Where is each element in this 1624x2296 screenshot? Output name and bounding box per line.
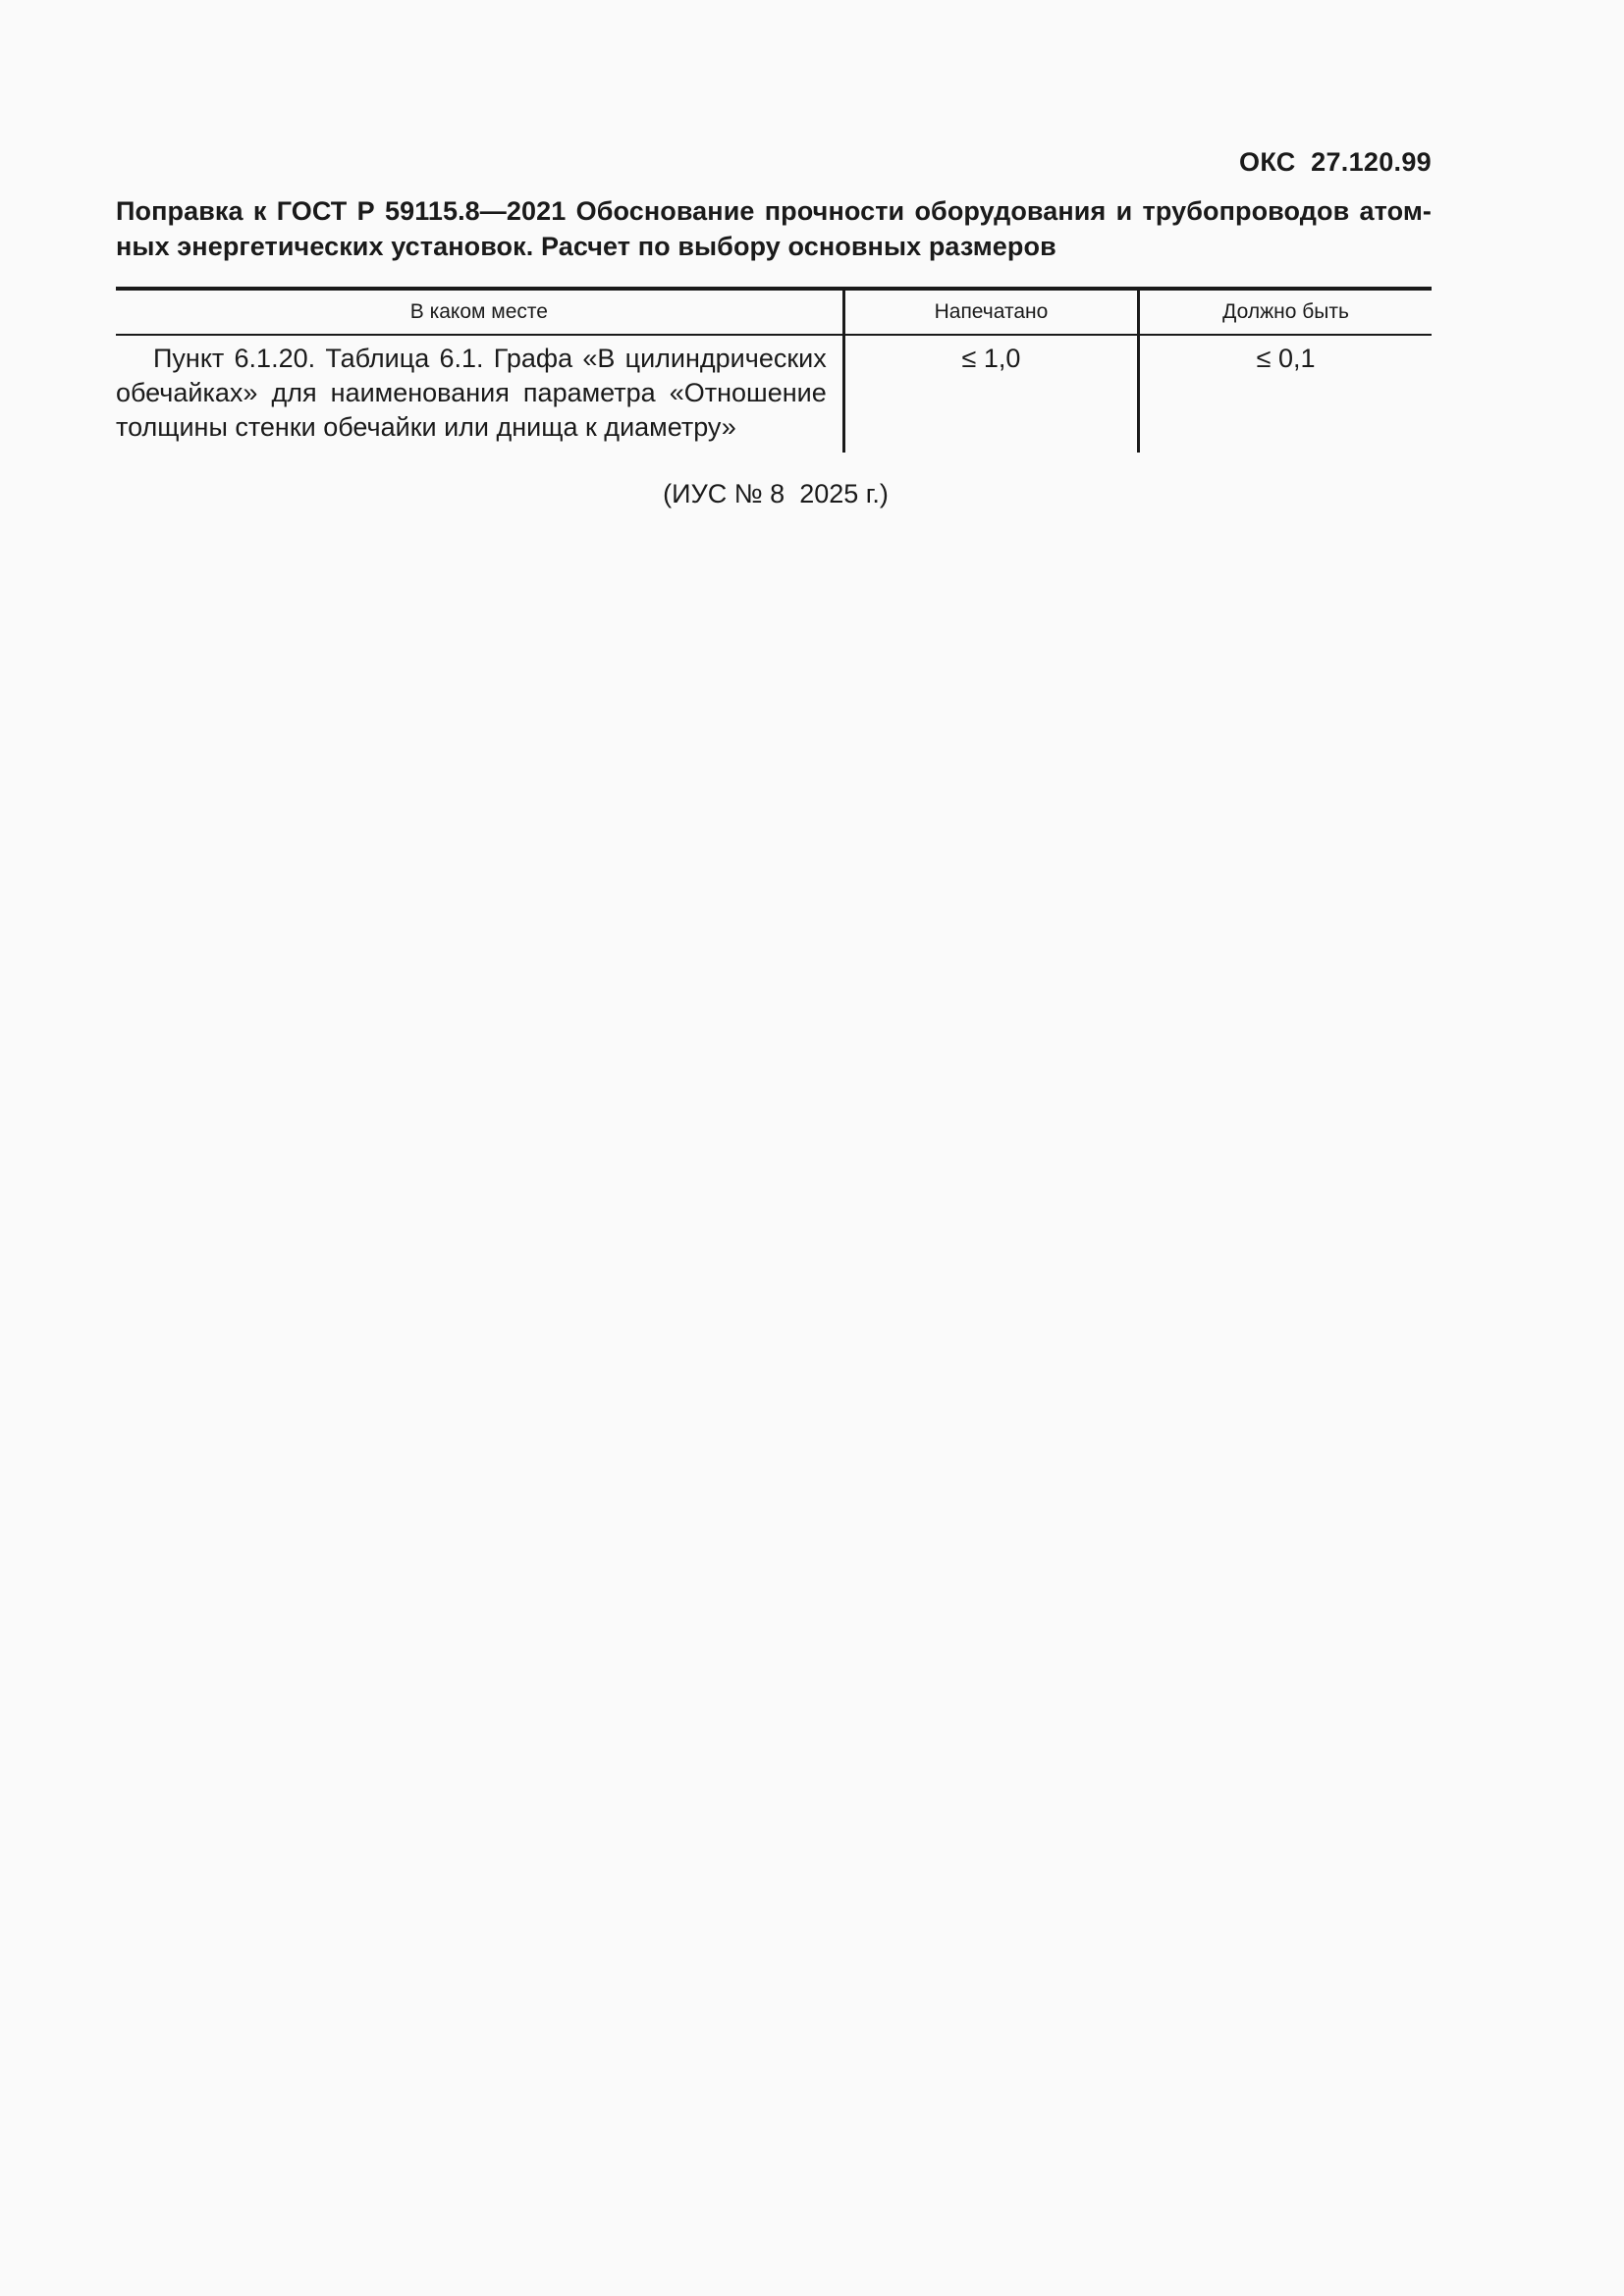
where-text-line: Пункт 6.1.20. Таблица 6.1. Графа «В цилиндрических (153, 344, 827, 373)
column-header-where: В каком месте (116, 289, 843, 335)
column-header-should-be: Должно быть (1139, 289, 1432, 335)
table-row (116, 335, 1432, 453)
table-header-row (116, 289, 1432, 335)
oks-classification-code: ОКС 27.120.99 (1239, 147, 1432, 177)
where-text-line: толщины стенки обечайки или днища к диаметру» (116, 412, 736, 442)
cell-where (116, 335, 843, 453)
amendment-title-line-1: Поправка к ГОСТ Р 59115.8—2021 Обоснование прочности оборудования и трубопроводов атом- (116, 196, 1432, 226)
column-header-printed: Напечатано (843, 289, 1138, 335)
ius-reference: (ИУС № 8 2025 г.) (663, 479, 889, 508)
amendment-table (116, 287, 1432, 453)
where-text-line: обечайках» для наименования параметра «Отношение (116, 378, 827, 407)
where-text (116, 342, 842, 445)
amendment-title (116, 193, 1432, 264)
cell-printed: ≤ 1,0 (843, 335, 1138, 453)
amendment-title-line-2: ных энергетических установок. Расчет по выбору основных размеров (116, 232, 1056, 261)
cell-should-be: ≤ 0,1 (1139, 335, 1432, 453)
